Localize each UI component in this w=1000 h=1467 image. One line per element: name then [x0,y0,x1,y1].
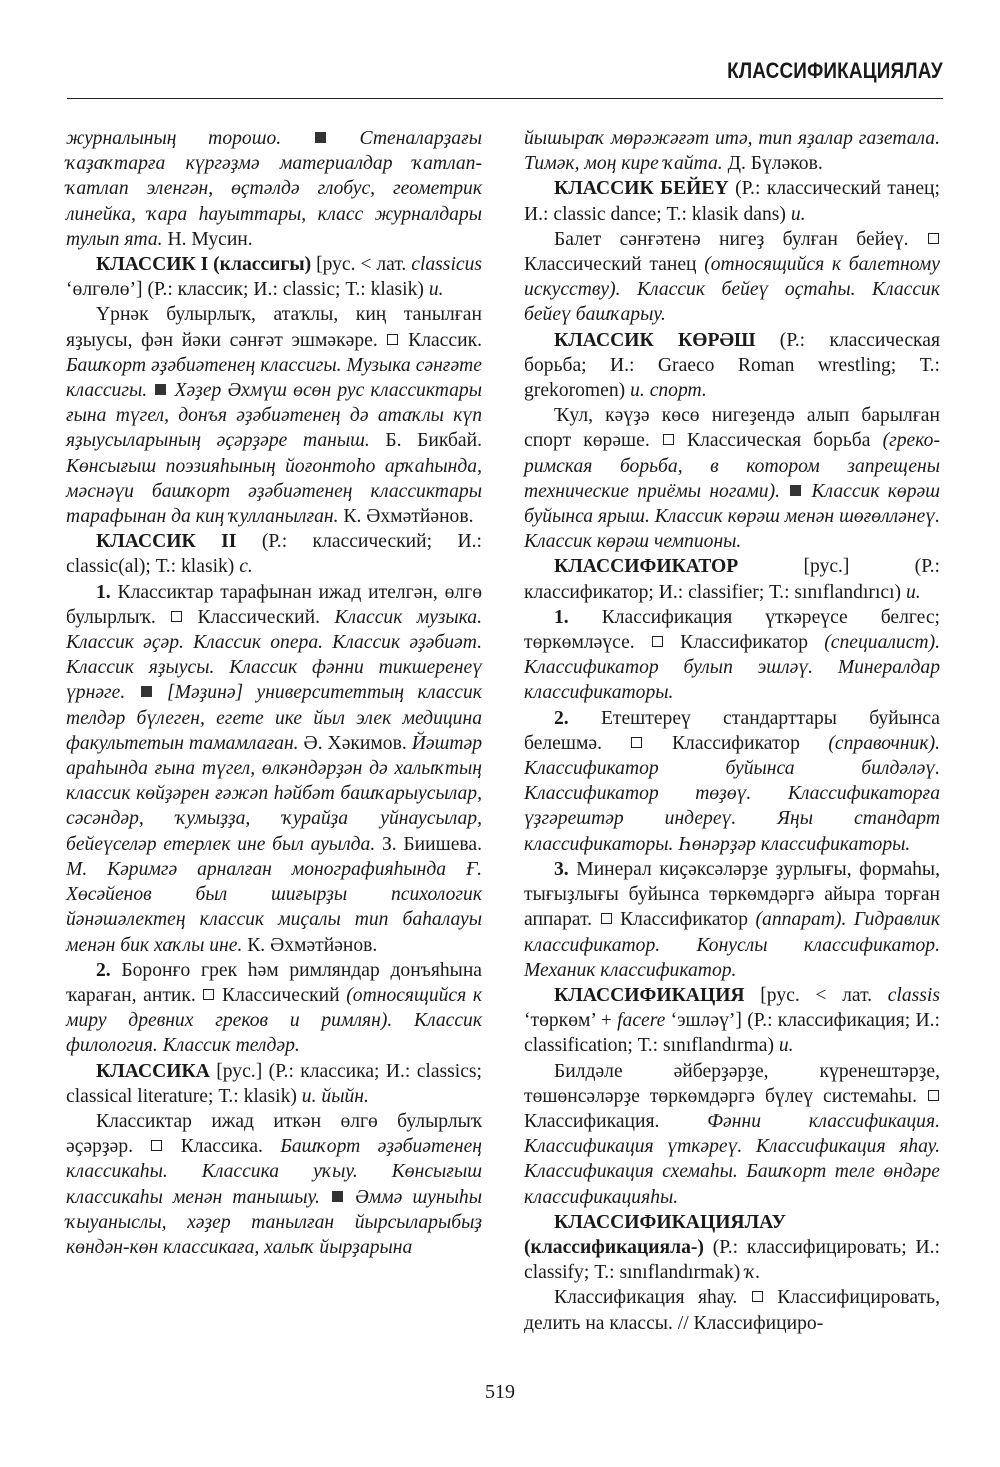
headword: КЛАССИК БЕЙЕҮ [554,178,729,200]
sense-1: 1. Классификация үткәреүсе белгес; төркөмләүсе. Классификатор (специалист). Классификатор булып эшләү. Минералдар классификаторы. [524,606,940,704]
definition: Үрнәк булырлыҡ, атаҡлы, киң танылған яҙыусы, фән йәки сәнғәт эшмәкәре. Классик. Башҡорт әҙәбиәтенең классигы. Музыка сәнғәте классигы. Хәҙер Әхмүш өсөн рус классиктары ғына түгел, донъя әҙәбиәтенең дә атаҡлы күп яҙыусыларының әҫәрҙәре таныш. Б. Бикбай. Көнсығыш поэзияһының йоғонтоһо арҡаһында, мәснәүи башҡорт әҙәбиәтенең классиктары тарафынан да киң ҡулланылған. К. Әхмәтйәнов. [66,304,482,528]
headword: КЛАССИФИКАТОР [554,556,739,578]
entry-klassik-beyeu: КЛАССИК БЕЙЕҮ (Р.: классический танец; И.: classic dance; Т.: klasik dans) и. [524,178,940,225]
black-square-icon [790,485,801,496]
definition: Билдәле әйберҙәрҙе, күренештәрҙе, төшөнсәләрҙе төркөмдәргә бүлеү системаһы. Классификация. Фәнни классификация. Классификация үткәреү. Классификация яһау. Классификация схемаһы. Башҡорт теле өндәре классификацияһы. [524,1060,940,1208]
white-square-icon [203,989,214,1000]
black-square-icon [332,1191,343,1202]
white-square-icon [928,1090,939,1101]
entry-klassifikatsiya: КЛАССИФИКАЦИЯ [рус. < лат. classis ‘төркөм’ + facere ‘эшләү’] (Р.: классификация; И.: classification; Т.: sınıflandırma) и. [524,984,940,1057]
black-square-icon [155,384,166,395]
entry-klassifikator: КЛАССИФИКАТОР [рус.] (Р.: классификатор; И.: classifier; Т.: sınıflandırıcı) и. [524,556,940,603]
white-square-icon [928,233,939,244]
black-square-icon [315,132,326,143]
headword: КЛАССИФИКАЦИЯ [554,984,745,1006]
white-square-icon [631,737,642,748]
entry-klassika: КЛАССИКА [рус.] (Р.: классика; И.: classics; classical literature; Т.: klasik) и. йыйн. [66,1060,482,1107]
headword: КЛАССИК КӨРӘШ [554,329,756,351]
page-number: 519 [485,1381,515,1403]
sense-1: 1. Классиктар тарафынан ижад ителгән, өлгө булырлыҡ. Классический. Классик музыка. Классик әҫәр. Классик опера. Классик әҙәбиәт. Классик яҙыусы. Классик фәнни тикшеренеү үрнәге. [Мәҙинә] университеттың классик телдәр бүлеген, егете ике йыл элек медицина факультетын тамамлаған. Ә. Хәкимов. Йәштәр араһында ғына түгел, өлкәндәрҙән дә халыҡтың классик көйҙәрен ғәжәп һәйбәт башҡарыусылар, сәсәндәр, ҡумыҙҙа, ҡурайҙа уйнаусылар, бейеүселәр етерлек ине был ауылда. З. Биишева. М. Кәримгә арналған монографияһында Ғ. Хөсәйенов был шиғырҙы психологик йәнәшәлектең классик миҫалы тип баһалауы менән бик хаҡлы ине. К. Әхмәтйәнов. [66,581,482,956]
continued-paragraph: йышыраҡ мөрәжәғәт итә, тип яҙалар газетала. Тимәк, моң кире ҡайта. Д. Бүләков. [524,128,940,175]
entry-klassifikatsiyalau: КЛАССИФИКАЦИЯЛАУ (классификацияла-) (Р.: классифицировать; И.: classify; Т.: sınıflandırmak) ҡ. [524,1211,940,1284]
right-column [524,126,940,1336]
entry-klassik-1: КЛАССИК I (классигы) [рус. < лат. classicus ‘өлгөлө’] (Р.: классик; И.: classic; Т.: klasik) и. [66,254,482,301]
black-square-icon [141,686,152,697]
left-column [66,126,482,1260]
headword: КЛАССИКА [96,1060,210,1082]
headword: КЛАССИК I (классигы) [96,254,312,276]
sense-2: 2. Боронғо грек һәм римляндар донъяһына ҡараған, антик. Классический (относящийся к миру древних греков и римлян). Классик филология. Классик телдәр. [66,959,482,1057]
white-square-icon [601,913,612,924]
white-square-icon [652,636,663,647]
definition: Ҡул, кәүҙә көсө нигеҙендә алып барылған спорт көрәше. Классическая борьба (греко-римская борьба, в котором запрещены технические приёмы ногами). Классик көрәш буйынса ярыш. Классик көрәш менән шөғөлләнеү. Классик көрәш чемпионы. [524,405,940,553]
continued-paragraph: журналының торошо. Стеналарҙағы ҡаҙаҡтарға күргәҙмә материалдар ҡатлап-ҡатлап эленгән, өҫтәлдә глобус, геометрик линейка, ҡара һауыттары, класс журналдары тулып ята. Н. Мусин. [66,128,482,250]
white-square-icon [663,434,674,445]
headword: КЛАССИК II [96,531,237,553]
white-square-icon [171,611,182,622]
running-head: КЛАССИФИКАЦИЯЛАУ [727,58,943,83]
definition: Классификация яһау. Классифицировать, делить на классы. // Классифициро- [524,1287,940,1334]
white-square-icon [387,334,398,345]
definition: Балет сәнғәтенә нигеҙ булған бейеү. Классический танец (относящийся к балетному искусству). Классик бейеү оҫтаһы. Классик бейеү башҡарыу. [524,228,940,326]
sense-3: 3. Минерал киҫәксәләрҙе ҙурлығы, формаһы, тығыҙлығы буйынса төркөмдәргә айыра торған аппарат. Классификатор (аппарат). Гидравлик классификатор. Конуслы классификатор. Механик классификатор. [524,858,940,981]
headword: КЛАССИФИКАЦИЯЛАУ (классификацияла-) [524,1211,786,1258]
entry-klassik-2: КЛАССИК II (Р.: классический; И.: classic(al); Т.: klasik) с. [66,531,482,578]
header-rule [67,98,943,99]
white-square-icon [752,1291,763,1302]
sense-2: 2. Етештереү стандарттары буйынса белешмә. Классификатор (справочник). Классификатор буйынса билдәләү. Классификатор төҙөү. Классификаторға үҙгәрештәр индереү. Яңы стандарт классификаторы. Һөнәрҙәр классификаторы. [524,707,940,855]
white-square-icon [151,1140,162,1151]
definition: Классиктар ижад иткән өлгө булырлыҡ әҫәрҙәр. Классика. Башҡорт әҙәбиәтенең классикаһы. Классика уҡыу. Көнсығыш классикаһы менән танышыу. Әммә шуныһы ҡыуаныслы, хәҙер танылған йырсыларыбыҙ көндән-көн классикаға, халыҡ йырҙарына [66,1110,482,1258]
entry-klassik-koresh: КЛАССИК КӨРӘШ (Р.: классическая борьба; И.: Graeco Roman wrestling; Т.: grekoromen) и. спорт. [524,329,940,402]
